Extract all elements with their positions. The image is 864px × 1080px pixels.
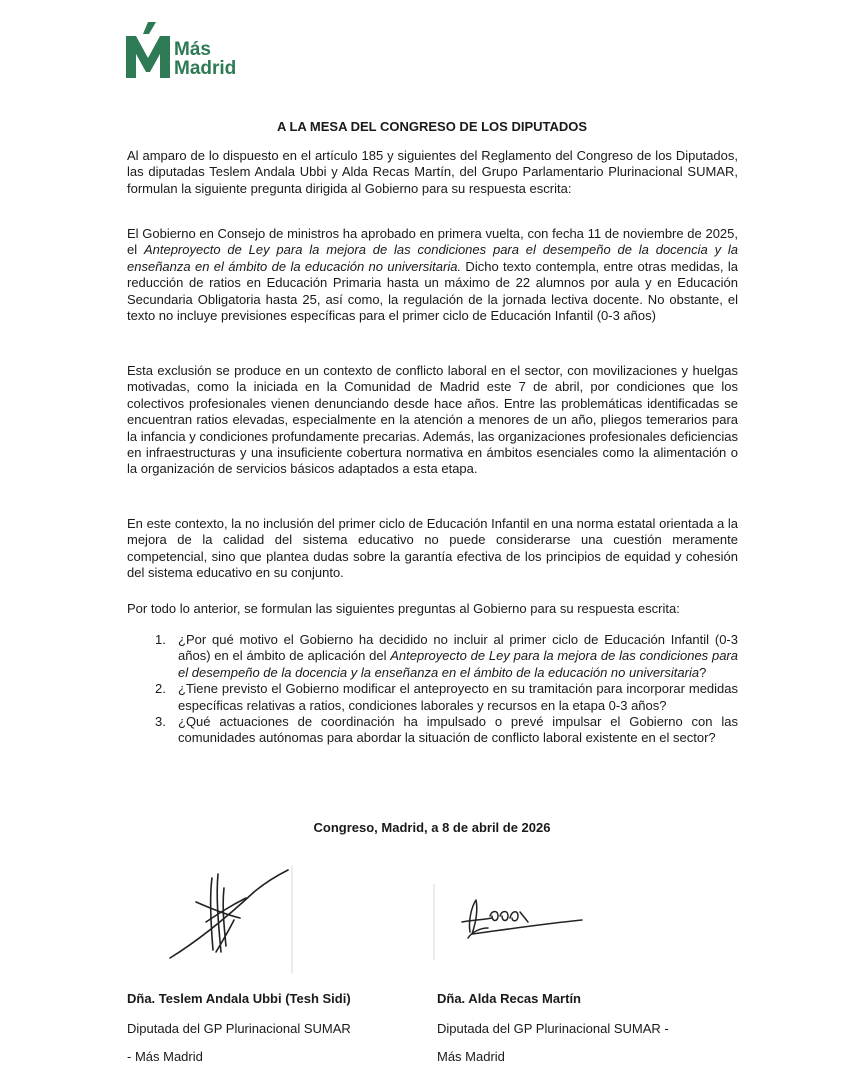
paragraph-3	[127, 516, 738, 582]
logo-line-1: Más	[174, 39, 211, 60]
list-item	[127, 681, 738, 714]
intro-paragraph	[127, 148, 738, 197]
para2-text: Esta exclusión se produce en un contexto de conflicto laboral en el sector, con movilizaciones y huelgas motivadas, como la iniciada en la Comunidad de Madrid este 7 de abril, por condiciones que los colectivos profesionales vienen denunciando desde hace años. Entre las problemáticas identificadas se encuentran ratios elevadas, especialmente en la atención a menores de un año, pliegos temerarios para la infancia y condiciones profundamente precarias. Además, las organizaciones profesionales deficiencias en infraestructuras y una insuficiente cobertura normativa en ámbitos esenciales como la alimentación o la organización de servicios básicos adaptados a esta etapa.	[127, 363, 738, 477]
paragraph-2	[127, 363, 738, 478]
para3-text: En este contexto, la no inclusión del primer ciclo de Educación Infantil en una norma estatal orientada a la mejora de la calidad del sistema educativo no puede considerarse una cuestión meramente competencial, sino que plantea dudas sobre la garantía efectiva de los principios de equidad y cohesión del sistema educativo en su conjunto.	[127, 516, 738, 581]
question-number: 3.	[155, 714, 166, 730]
document-title: A LA MESA DEL CONGRESO DE LOS DIPUTADOS	[276, 119, 588, 134]
place-and-date: Congreso, Madrid, a 8 de abril de 2026	[313, 820, 551, 835]
signatory-2-role: Diputada del GP Plurinacional SUMAR -	[437, 1021, 669, 1036]
mas-madrid-m-icon	[126, 22, 172, 82]
paragraph-1	[127, 226, 738, 324]
list-item	[127, 632, 738, 681]
signatory-1-role: Diputada del GP Plurinacional SUMAR	[127, 1021, 351, 1036]
signatory-1-party: - Más Madrid	[127, 1049, 203, 1064]
mas-madrid-logo	[126, 22, 266, 82]
para1-text-b: Dicho texto contempla, entre otras medidas, la reducción de ratios en Educación Primaria hasta un máximo de 22 alumnos por aula y en Educación Secundaria Obligatoria hasta 25, así como, la regulación de la jornada lectiva docente. No obstante, el texto no incluye previsiones específicas para el primer ciclo de Educación Infantil (0-3 años)	[127, 258, 738, 324]
signatory-2-name: Dña. Alda Recas Martín	[437, 991, 582, 1006]
para1-italic-title: Anteproyecto de Ley para la mejora de las condiciones para el desempeño de la docencia y la enseñanza en el ámbito de la educación no universitaria.	[127, 242, 739, 274]
para4-text: Por todo lo anterior, se formulan las siguientes preguntas al Gobierno para su respuesta escrita:	[127, 601, 680, 616]
question-number: 2.	[155, 681, 166, 697]
signature-2-image	[432, 882, 592, 962]
logo-line-2: Madrid	[174, 58, 237, 79]
paragraph-4	[127, 601, 738, 617]
question-text-a: ¿Qué actuaciones de coordinación ha impulsado o prevé impulsar el Gobierno con las comunidades autónomas para abordar la situación de conflicto laboral existente en el sector?	[178, 714, 738, 746]
list-item	[127, 714, 738, 747]
signatory-1-name: Dña. Teslem Andala Ubbi (Tesh Sidi)	[127, 991, 351, 1006]
question-text-a: ¿Por qué motivo el Gobierno ha decidido no incluir al primer ciclo de Educación Infantil (0-3 años) en el ámbito de aplicación del	[178, 632, 738, 664]
para1-text-a: El Gobierno en Consejo de ministros ha aprobado en primera vuelta, con fecha 11 de noviembre de 2025, el	[127, 226, 738, 258]
questions-list	[127, 632, 738, 747]
intro-text: Al amparo de lo dispuesto en el artículo 185 y siguientes del Reglamento del Congreso de los Diputados, las diputadas Teslem Andala Ubbi y Alda Recas Martín, del Grupo Parlamentario Plurinacional SUMAR, formulan la siguiente pregunta dirigida al Gobierno para su respuesta escrita:	[127, 148, 738, 196]
question-text-a: ¿Tiene previsto el Gobierno modificar el anteproyecto en su tramitación para incorporar medidas específicas relativas a ratios, condiciones laborales y recursos en la etapa 0-3 años?	[178, 681, 738, 713]
logo-text	[174, 40, 236, 78]
question-number: 1.	[155, 632, 166, 647]
question-italic-title: Anteproyecto de Ley para la mejora de las condiciones para el desempeño de la docencia y la enseñanza en el ámbito de la educación no universitaria	[178, 648, 738, 680]
signature-1-image	[166, 862, 296, 980]
question-text-b: ?	[699, 664, 707, 680]
signatory-2-party: Más Madrid	[437, 1049, 505, 1064]
